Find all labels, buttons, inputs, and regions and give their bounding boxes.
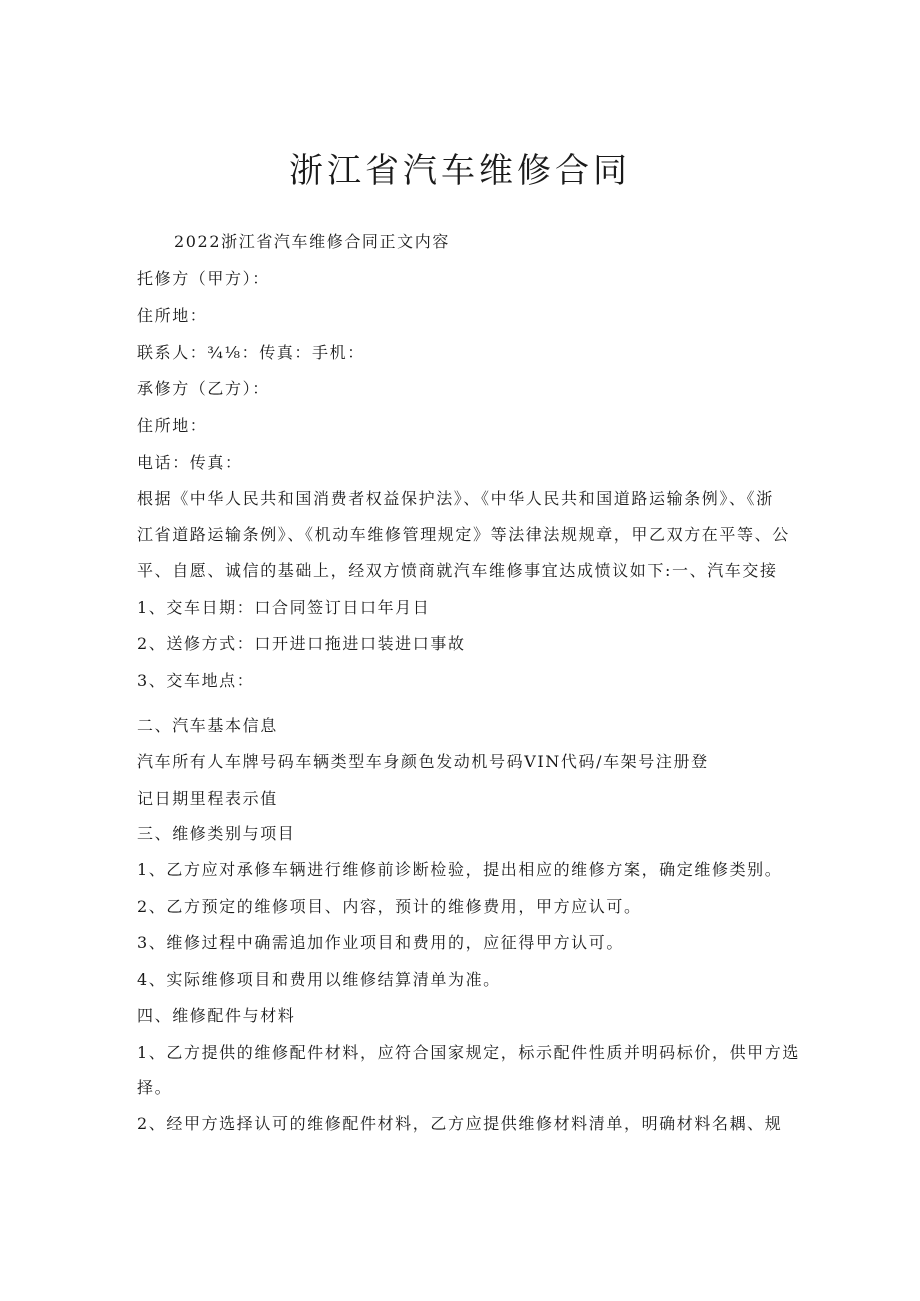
document-title: 浙江省汽车维修合同 <box>289 151 631 191</box>
clause-line: 2、送修方式：口开进口拖进口装进口事故 <box>137 634 466 653</box>
party-a-address: 住所地： <box>137 306 208 325</box>
clause-line: 1、交车日期：口合同签订日口年月日 <box>137 598 431 617</box>
vehicle-info-line: 记日期里程表示值 <box>137 789 278 808</box>
section-heading: 二、汽车基本信息 <box>137 716 278 735</box>
clause-line: 3、维修过程中确需追加作业项目和费用的，应征得甲方认可。 <box>137 933 624 952</box>
clause-line: 3、交车地点： <box>137 671 255 690</box>
clause-line: 择。 <box>137 1078 173 1097</box>
clause-line: 1、乙方应对承修车辆进行维修前诊断检验，提出相应的维修方案，确定维修类别。 <box>137 860 783 879</box>
intro-line: 2022浙江省汽车维修合同正文内容 <box>174 232 450 251</box>
party-b-address: 住所地： <box>137 416 208 435</box>
preamble-line: 江省道路运输条例》、《机动车维修管理规定》等法律法规规章，甲乙双方在平等、公 <box>137 525 790 544</box>
clause-line: 1、乙方提供的维修配件材料，应符合国家规定，标示配件性质并明码标价，供甲方选 <box>137 1043 800 1062</box>
clause-line: 2、乙方预定的维修项目、内容，预计的维修费用，甲方应认可。 <box>137 897 642 916</box>
clause-line: 2、经甲方选择认可的维修配件材料，乙方应提供维修材料清单，明确材料名耦、规 <box>137 1114 783 1133</box>
section-heading: 三、维修类别与项目 <box>137 824 296 843</box>
preamble-line: 根据《中华人民共和国消费者权益保护法》、《中华人民共和国道路运输条例》、《浙 <box>137 489 774 508</box>
section-heading: 四、维修配件与材料 <box>137 1006 296 1025</box>
party-b-contact: 电话：传真： <box>137 453 243 472</box>
party-a-contact: 联系人：¾⅛：传真：手机： <box>137 343 365 362</box>
party-a-label: 托修方（甲方）： <box>137 269 270 288</box>
clause-line: 4、实际维修项目和费用以维修结算清单为准。 <box>137 970 501 989</box>
preamble-line: 平、自愿、诚信的基础上，经双方愤商就汽车维修事宜达成愤议如下:一、汽车交接 <box>137 561 778 580</box>
vehicle-info-line: 汽车所有人车牌号码车辆类型车身颜色发动机号码VIN代码/车架号注册登 <box>137 752 709 771</box>
party-b-label: 承修方（乙方）： <box>137 379 270 398</box>
